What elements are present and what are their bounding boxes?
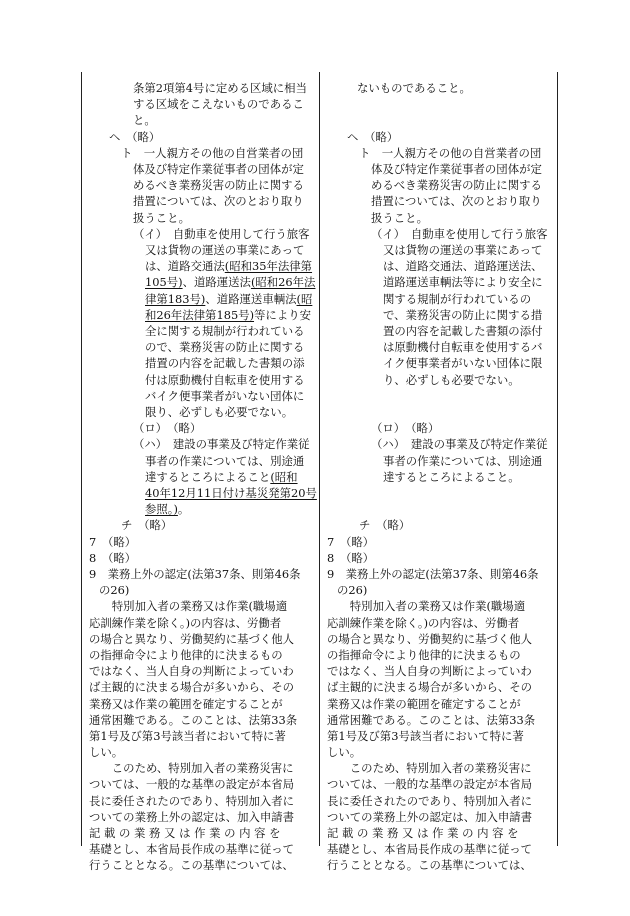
text-block [347,129,398,145]
text-segment: 付は原動機付自転車を使用する [145,372,305,387]
text-segment: する区域をこえないものであるこ [133,97,304,112]
text-line [371,177,542,193]
text-segment: （ロ） （略） [133,421,202,436]
text-segment: 通常困難である。このことは、法第33条 [327,712,536,727]
text-segment: 等により安 [254,307,311,322]
text-line [89,760,297,776]
text-line [383,258,542,274]
text-segment: 、道路運送車輌法 [205,291,297,306]
text-segment: は原動機付自転車を使用するバ [383,340,543,355]
text-segment: 基礎とし、本省局長作成の基準に従って [89,842,295,857]
text-line [89,663,297,679]
text-segment: 体及び特定作業従事者の団体が定 [133,162,304,176]
text-segment: り、必ずしも必要でない。 [383,372,520,387]
text-segment: の指揮命令により他律的に決まるもの [327,647,521,662]
text-segment: の場合と異なり、労働契約に基づく他人 [327,631,533,646]
text-line [383,274,542,290]
text-line [327,663,535,679]
text-segment: ば主観的に決まる場合が多いから、その [327,680,533,695]
text-segment: 行うこととなる。この基準については、 [89,858,294,873]
text-line [109,129,160,145]
text-segment: は、道路交通法 [145,259,225,274]
text-block [371,420,548,452]
text-line [133,420,310,436]
text-segment: ト 一人親方その他の自営業者の団 [121,145,304,160]
text-segment: ので、業務災害の防止に関する [145,340,305,355]
text-segment: ついての業務上外の認定は、加入申請書 [89,809,295,824]
underlined-amendment: 参照。) [145,502,178,517]
text-line [145,274,315,290]
text-line [327,696,535,712]
text-segment: 8 （略） [327,550,375,565]
text-segment: ではなく、当人自身の判断によっていわ [89,664,294,679]
text-line [145,291,315,307]
text-segment: 行うこととなる。この基準については、 [327,858,532,873]
text-line [357,80,471,96]
text-segment: 業務又は作業の範囲を確定することが [89,696,283,711]
text-line [145,469,317,485]
text-segment: は、道路交通法、道路運送法、 [383,259,543,274]
text-line [327,615,535,631]
text-line [89,728,297,744]
table-right-border [557,72,558,846]
text-segment: ではなく、当人自身の判断によっていわ [327,664,532,679]
text-line [327,760,535,776]
text-segment: の26) [337,583,368,598]
text-segment: （イ） 自動車を使用して行う旅客 [371,226,548,241]
text-block [121,145,303,161]
text-segment: 体及び特定作業従事者の団体が定 [371,162,542,176]
text-block [371,226,548,242]
text-segment: 道路運送車輌法等により安全に [383,275,543,290]
text-line [383,339,542,355]
text-block [383,453,542,485]
text-segment: 又は貨物の運送の事業にあって [145,243,305,257]
text-line [383,372,542,388]
text-block [359,517,410,533]
text-line [133,161,304,177]
text-segment: 応訓練作業を除く。)の内容は、労働者 [327,615,520,630]
text-line [89,841,297,857]
text-line [145,501,317,517]
text-line [89,615,297,631]
text-segment: 事者の作業については、別途通 [383,453,543,468]
text-line [89,598,297,614]
text-line [89,809,297,825]
text-block [133,420,310,452]
text-line [133,177,304,193]
text-segment: 基礎とし、本省局長作成の基準に従って [327,842,533,857]
text-line [383,453,542,469]
text-block [99,582,129,598]
text-segment: このため、特別加入者の業務災害に [327,761,532,776]
text-line [327,598,535,614]
text-segment: （ハ） 建設の事業及び特定作業従 [371,437,548,452]
text-segment: 措置については、次のとおり取り [133,194,304,209]
text-line [327,550,539,566]
text-line [371,193,542,209]
text-segment: の場合と異なり、労働契約に基づく他人 [89,631,295,646]
text-segment: 特別加入者の業務又は作業(職場適 [89,599,288,614]
text-segment: 7 （略） [327,534,375,549]
text-line [89,534,301,550]
text-block [337,582,367,598]
text-segment: 置の内容を記載した書類の添付 [383,323,543,338]
text-line [327,631,535,647]
text-line [359,517,410,533]
text-line [145,355,315,371]
text-segment: 9 業務上外の認定(法第37条、則第46条 [327,566,539,581]
text-segment: 措置の内容を記載した書類の添 [145,356,305,371]
text-line [89,857,297,873]
text-segment: 8 （略） [89,550,137,565]
text-line [121,145,303,161]
text-line [133,210,304,226]
underlined-amendment: (昭 [296,291,313,306]
text-block [109,129,160,145]
text-segment: 業務又は作業の範囲を確定することが [327,696,521,711]
text-segment: ついての業務上外の認定は、加入申請書 [327,809,533,824]
text-line [99,582,129,598]
text-line [89,631,297,647]
text-line [121,517,172,533]
text-block [145,453,317,518]
text-block [133,226,310,242]
comparison-table [81,72,557,873]
text-line [133,436,310,452]
text-block [133,80,307,129]
text-line [371,226,548,242]
text-segment: 扱うこと。 [371,210,428,225]
text-line [145,258,315,274]
text-segment: しい。 [89,745,124,760]
text-line [327,566,539,582]
underlined-amendment: (昭和26年法 [250,275,316,290]
text-segment: 関する規制が行われているの [383,291,532,306]
text-line [327,534,539,550]
text-line [327,793,535,809]
text-line [371,420,548,436]
text-line [327,728,535,744]
text-line [327,776,535,792]
text-segment: ヘ （略） [347,129,399,144]
text-segment: 達するところによること [145,469,271,484]
underlined-amendment: 和26年法律第185号) [145,307,255,322]
text-line [145,323,315,339]
text-line [145,242,315,258]
text-block [357,80,471,96]
text-line [89,696,297,712]
text-line [383,323,542,339]
text-segment: （イ） 自動車を使用して行う旅客 [133,226,310,241]
text-line [89,679,297,695]
text-segment: ついては、一般的な基準の設定が本省局 [327,777,533,792]
text-line [133,226,310,242]
underlined-amendment: (昭和 [270,469,298,484]
text-segment: しい。 [327,745,362,760]
text-line [89,744,297,760]
text-line [145,372,315,388]
text-segment: ト 一人親方その他の自営業者の団 [359,145,542,160]
text-segment: 記 載 の 業 務 又 は 作 業 の 内 容 を [327,826,519,841]
text-line [89,550,301,566]
text-segment: ないものであること。 [357,81,471,95]
text-line [371,210,542,226]
underlined-amendment: 律第183号) [145,291,206,306]
text-segment: 達するところによること。 [383,469,520,484]
text-segment: チ （略） [121,518,173,533]
text-block [327,598,535,873]
text-segment: 第1号及び第3号該当者において特に著 [89,728,286,743]
text-segment: の指揮命令により他律的に決まるもの [89,647,283,662]
text-line [327,857,535,873]
text-line [133,80,307,96]
text-block [89,534,301,583]
text-segment: （ハ） 建設の事業及び特定作業従 [133,437,310,452]
text-segment: 通常困難である。このことは、法第33条 [89,712,298,727]
text-line [133,96,307,112]
text-segment: ば主観的に決まる場合が多いから、その [89,680,295,695]
text-line [383,355,542,371]
text-block [327,534,539,583]
text-segment: 特別加入者の業務又は作業(職場適 [327,599,526,614]
text-block [133,161,304,226]
text-segment: ついては、一般的な基準の設定が本省局 [89,777,295,792]
text-line [89,793,297,809]
text-block [145,242,315,420]
text-segment: （ロ） （略） [371,421,440,436]
underlined-amendment: 40年12月11日付け基災発第20号 [145,485,317,500]
text-line [383,307,542,323]
text-segment: 条第2項第4号に定める区域に相当 [133,81,307,95]
text-segment: 長に委任されたのであり、特別加入者に [89,793,295,808]
text-segment: 限り、必ずしも必要でない。 [145,404,294,419]
text-line [89,566,301,582]
text-line [145,339,315,355]
text-segment: 扱うこと。 [133,210,190,225]
text-line [327,712,535,728]
text-segment: の26) [99,583,130,598]
text-segment: 長に委任されたのであり、特別加入者に [327,793,533,808]
text-line [359,145,541,161]
text-line [337,582,367,598]
text-line [89,647,297,663]
text-line [371,161,542,177]
text-line [133,193,304,209]
text-line [371,436,548,452]
text-segment: チ （略） [359,518,411,533]
text-segment: 全に関する規制が行われている [145,323,305,338]
text-segment: 第1号及び第3号該当者において特に著 [327,728,524,743]
text-line [145,453,317,469]
text-segment: 、道路運送法 [182,275,251,290]
text-line [383,291,542,307]
underlined-amendment: 105号) [145,275,183,290]
text-block [89,598,297,873]
text-segment: 9 業務上外の認定(法第37条、則第46条 [89,566,301,581]
text-line [327,825,535,841]
text-line [383,469,542,485]
text-line [145,485,317,501]
text-segment: めるべき業務災害の防止に関する [133,178,304,193]
text-segment: めるべき業務災害の防止に関する [371,178,542,193]
text-segment: 記 載 の 業 務 又 は 作 業 の 内 容 を [89,826,281,841]
text-line [145,307,315,323]
table-left-border [81,72,82,846]
text-line [89,776,297,792]
text-segment: バイク便事業者がいない団体に [145,388,305,403]
text-segment: で、業務災害の防止に関する措 [383,307,543,322]
text-segment: このため、特別加入者の業務災害に [89,761,294,776]
text-line [133,112,307,128]
text-line [89,825,297,841]
text-segment: 応訓練作業を除く。)の内容は、労働者 [89,615,282,630]
text-segment: 又は貨物の運送の事業にあって [383,243,543,257]
text-segment: イク便事業者がいない団体に限 [383,356,543,371]
text-block [383,242,542,388]
text-line [327,744,535,760]
text-line [327,679,535,695]
text-segment: 事者の作業については、別途通 [145,453,305,468]
text-segment: と。 [133,113,156,128]
text-line [145,404,315,420]
text-line [327,841,535,857]
text-segment: 。 [177,502,190,517]
text-segment: 7 （略） [89,534,137,549]
text-block [121,517,172,533]
text-line [383,242,542,258]
text-block [359,145,541,161]
text-block [371,161,542,226]
text-segment: 措置については、次のとおり取り [371,194,542,209]
text-line [327,647,535,663]
text-line [327,809,535,825]
column-divider [319,72,320,846]
text-line [89,712,297,728]
text-line [347,129,398,145]
text-segment: ヘ （略） [109,129,161,144]
text-line [145,388,315,404]
underlined-amendment: (昭和35年法律第 [224,259,313,274]
